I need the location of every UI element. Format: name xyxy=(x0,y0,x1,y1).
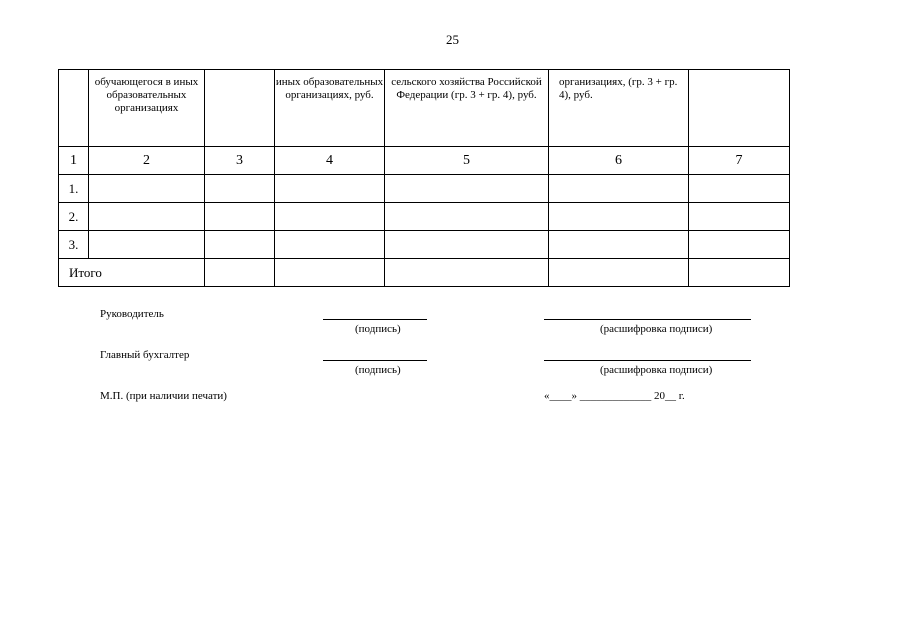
date-field: «____» _____________ 20__ г. xyxy=(544,390,685,402)
stamp-label: М.П. (при наличии печати) xyxy=(100,390,227,402)
header-cell-3 xyxy=(205,70,275,147)
head-label: Руководитель xyxy=(100,308,164,320)
column-number: 1 xyxy=(59,147,89,175)
table-cell xyxy=(385,259,549,287)
row-number: 2. xyxy=(59,203,89,231)
table-row xyxy=(59,175,790,203)
table-cell xyxy=(89,175,205,203)
total-label: Итого xyxy=(59,259,205,287)
header-cell-2: обучающегося в иных образовательных организациях xyxy=(89,70,205,147)
accountant-decode-caption: (расшифровка подписи) xyxy=(600,364,713,376)
accountant-signature-caption: (подпись) xyxy=(355,364,401,376)
table-cell xyxy=(689,203,790,231)
header-cell-5: сельского хозяйства Российской Федерации (гр. 3 + гр. 4), руб. xyxy=(385,70,549,147)
table-cell xyxy=(689,231,790,259)
table-cell xyxy=(385,231,549,259)
table-cell xyxy=(549,231,689,259)
header-cell-7 xyxy=(689,70,790,147)
column-number: 3 xyxy=(205,147,275,175)
table-cell xyxy=(275,231,385,259)
head-decode-caption: (расшифровка подписи) xyxy=(600,323,713,335)
table-header-row xyxy=(59,70,790,147)
table-cell xyxy=(275,175,385,203)
head-signature-caption: (подпись) xyxy=(355,323,401,335)
table-cell xyxy=(689,259,790,287)
accountant-label: Главный бухгалтер xyxy=(100,349,190,361)
accountant-signature-line xyxy=(323,360,427,361)
column-number: 6 xyxy=(549,147,689,175)
header-cell-4: иных образовательных организациях, руб. xyxy=(275,70,385,147)
table-cell xyxy=(275,203,385,231)
table-cell xyxy=(205,259,275,287)
table-cell xyxy=(385,175,549,203)
table-cell xyxy=(205,203,275,231)
table-cell xyxy=(89,231,205,259)
column-number: 7 xyxy=(689,147,790,175)
page-number: 25 xyxy=(446,32,459,47)
row-number: 3. xyxy=(59,231,89,259)
total-row xyxy=(59,259,790,287)
table-cell xyxy=(549,175,689,203)
table-cell xyxy=(89,203,205,231)
column-number: 5 xyxy=(385,147,549,175)
head-signature-line xyxy=(323,319,427,320)
table-row xyxy=(59,231,790,259)
accountant-decode-line xyxy=(544,360,751,361)
table-cell xyxy=(385,203,549,231)
column-number-row xyxy=(59,147,790,175)
column-number: 2 xyxy=(89,147,205,175)
table-cell xyxy=(205,231,275,259)
header-cell-1 xyxy=(59,70,89,147)
column-number: 4 xyxy=(275,147,385,175)
header-cell-6: организациях, (гр. 3 + гр. 4), руб. xyxy=(549,70,689,147)
table-cell xyxy=(549,259,689,287)
table-cell xyxy=(275,259,385,287)
table-cell xyxy=(205,175,275,203)
head-decode-line xyxy=(544,319,751,320)
table-row xyxy=(59,203,790,231)
row-number: 1. xyxy=(59,175,89,203)
report-table xyxy=(58,69,790,287)
table-cell xyxy=(689,175,790,203)
table-cell xyxy=(549,203,689,231)
